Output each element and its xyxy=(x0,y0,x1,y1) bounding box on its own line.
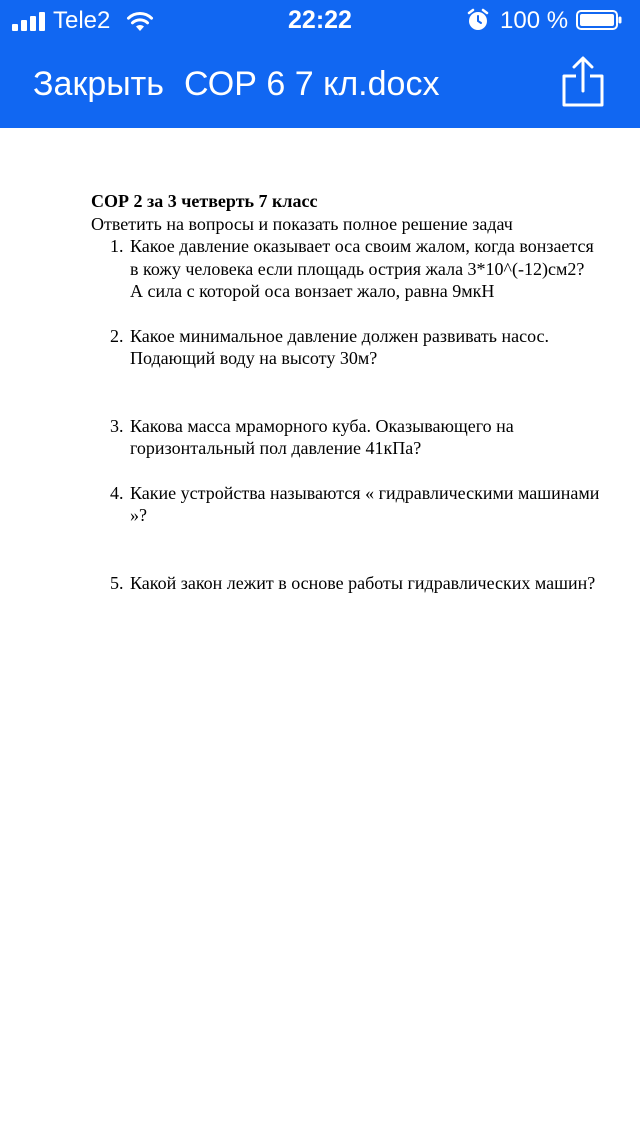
question-item xyxy=(91,325,601,370)
question-item xyxy=(91,482,601,527)
question-text: Какое давление оказывает оса своим жалом, когда вонзается в кожу человека если площадь острия жала 3*10^(-12)см2? А сила с которой оса вонзает жало, равна 9мкН xyxy=(130,236,594,301)
document-title: СОР 6 7 кл.docx xyxy=(184,65,440,103)
question-number: 5. xyxy=(110,572,124,593)
question-item xyxy=(91,415,601,460)
question-text: Какое минимальное давление должен развивать насос. Подающий воду на высоту 30м? xyxy=(130,325,550,368)
question-text: Какой закон лежит в основе работы гидравлических машин? xyxy=(130,572,596,593)
top-bar xyxy=(0,0,640,128)
question-list xyxy=(91,235,601,594)
battery-percentage: 100 % xyxy=(500,7,569,34)
close-button[interactable]: Закрыть xyxy=(33,65,164,103)
question-number: 2. xyxy=(110,325,124,346)
question-number: 3. xyxy=(110,415,124,436)
alarm-icon xyxy=(466,8,490,32)
question-item xyxy=(91,235,601,303)
battery-icon xyxy=(576,10,622,30)
question-text: Какова масса мраморного куба. Оказывающего на горизонтальный пол давление 41кПа? xyxy=(130,415,514,458)
document-heading: СОР 2 за 3 четверть 7 класс xyxy=(91,191,318,211)
document-page xyxy=(91,190,601,594)
document-instruction: Ответить на вопросы и показать полное решение задач xyxy=(91,213,513,234)
carrier-name: Tele2 xyxy=(53,7,111,34)
question-number: 1. xyxy=(110,236,124,256)
question-number: 4. xyxy=(110,482,124,503)
status-bar xyxy=(0,0,640,40)
question-item xyxy=(91,572,601,595)
question-text: Какие устройства называются « гидравлическими машинами »? xyxy=(130,482,600,525)
clock-time: 22:22 xyxy=(288,6,352,34)
share-icon[interactable] xyxy=(560,56,606,108)
